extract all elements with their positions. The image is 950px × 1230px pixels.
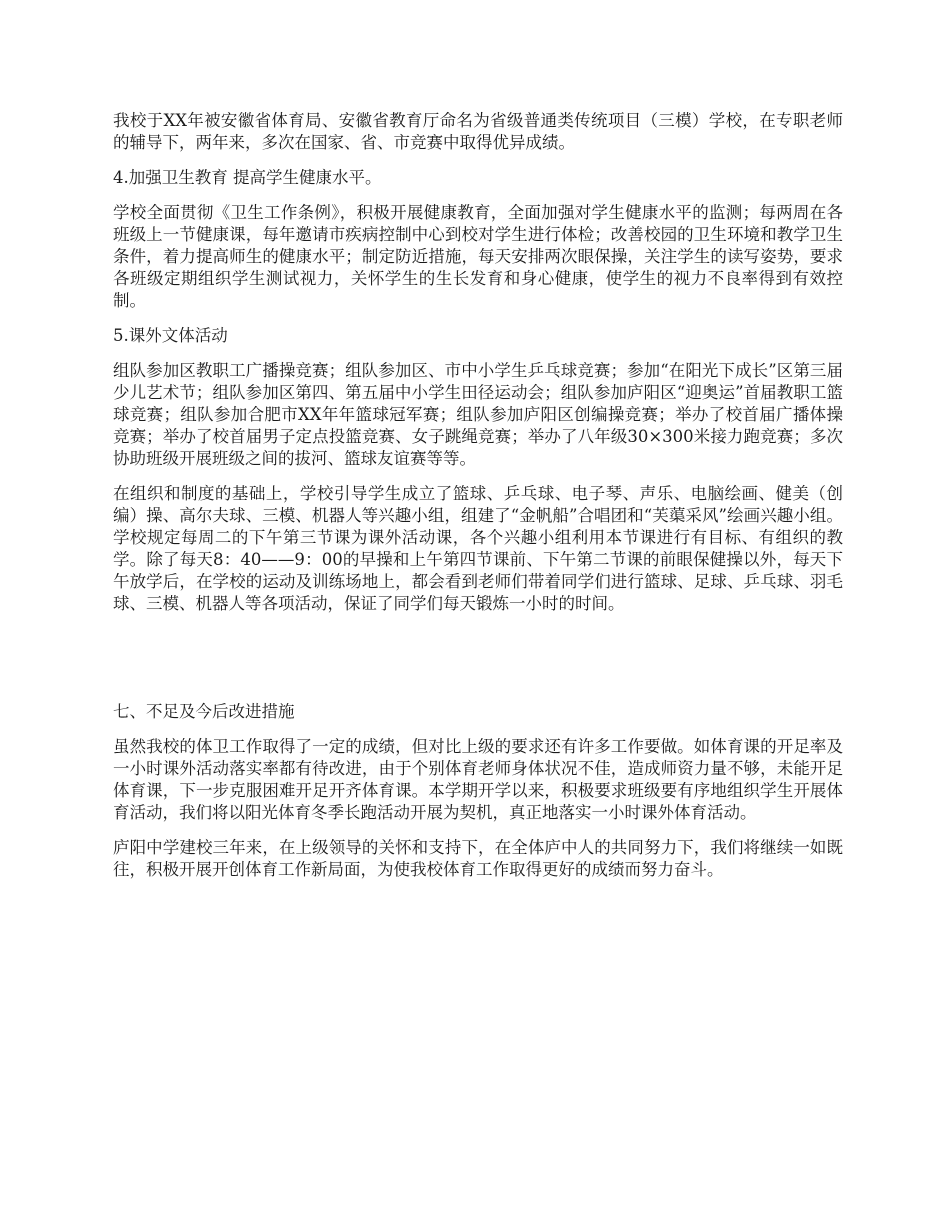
- paragraph-conclusion: 庐阳中学建校三年来，在上级领导的关怀和支持下，在全体庐中人的共同努力下，我们将继续一如既往，积极开展开创体育工作新局面，为使我校体育工作取得更好的成绩而努力奋斗。: [113, 838, 843, 879]
- heading-extracurricular-activities: 5.课外文体活动: [113, 326, 228, 345]
- heading-health-education: 4.加强卫生教育 提高学生健康水平。: [113, 168, 382, 187]
- paragraph-interest-groups: 在组织和制度的基础上，学校引导学生成立了篮球、乒乓球、电子琴、声乐、电脑绘画、健美（创编）操、高尔夫球、三模、机器人等兴趣小组，组建了“金帆船”合唱团和“芙蕖采风”绘画兴趣小组。学校规定每周二的下午第三节课为课外活动课，各个兴趣小组利用本节课进行有目标、有组织的教学。除了每天8：40——9：00的早操和上午第四节课前、下午第二节课的前眼保健操以外，每天下午放学后，在学校的运动及训练场地上，都会看到老师们带着同学们进行篮球、足球、乒乓球、羽毛球、三模、机器人等各项活动，保证了同学们每天锻炼一小时的时间。: [113, 484, 843, 613]
- paragraph-shortcomings: 虽然我校的体卫工作取得了一定的成绩，但对比上级的要求还有许多工作要做。如体育课的开足率及一小时课外活动落实率都有待改进，由于个别体育老师身体状况不佳，造成师资力量不够，未能开足体育课，下一步克服困难开足开齐体育课。本学期开学以来，积极要求班级要有序地组织学生开展体育活动，我们将以阳光体育冬季长跑活动开展为契机，真正地落实一小时课外体育活动。: [113, 737, 843, 822]
- section-spacer: [113, 628, 843, 701]
- heading-shortcomings: 七、不足及今后改进措施: [113, 702, 295, 721]
- document-body: [113, 110, 843, 894]
- paragraph-sports-school-title: 我校于XX年被安徽省体育局、安徽省教育厅命名为省级普通类传统项目（三模）学校，在专职老师的辅导下，两年来，多次在国家、省、市竞赛中取得优异成绩。: [113, 111, 843, 152]
- paragraph-health-education: 学校全面贯彻《卫生工作条例》，积极开展健康教育，全面加强对学生健康水平的监测；每两周在各班级上一节健康课，每年邀请市疾病控制中心到校对学生进行体检；改善校园的卫生环境和教学卫生条件，着力提高师生的健康水平；制定防近措施，每天安排两次眼保操，关注学生的读写姿势，要求各班级定期组织学生测试视力，关怀学生的生长发育和身心健康，使学生的视力不良率得到有效控制。: [113, 203, 843, 310]
- paragraph-competitions: 组队参加区教职工广播操竞赛；组队参加区、市中小学生乒乓球竞赛；参加“在阳光下成长”区第三届少儿艺术节；组队参加区第四、第五届中小学生田径运动会；组队参加庐阳区“迎奥运”首届教职工篮球竞赛；组队参加合肥市XX年年篮球冠军赛；组队参加庐阳区创编操竞赛；举办了校首届广播体操竞赛；举办了校首届男子定点投篮竞赛、女子跳绳竞赛；举办了八年级30×300米接力跑竞赛；多次协助班级开展班级之间的拔河、篮球友谊赛等等。: [113, 361, 843, 468]
